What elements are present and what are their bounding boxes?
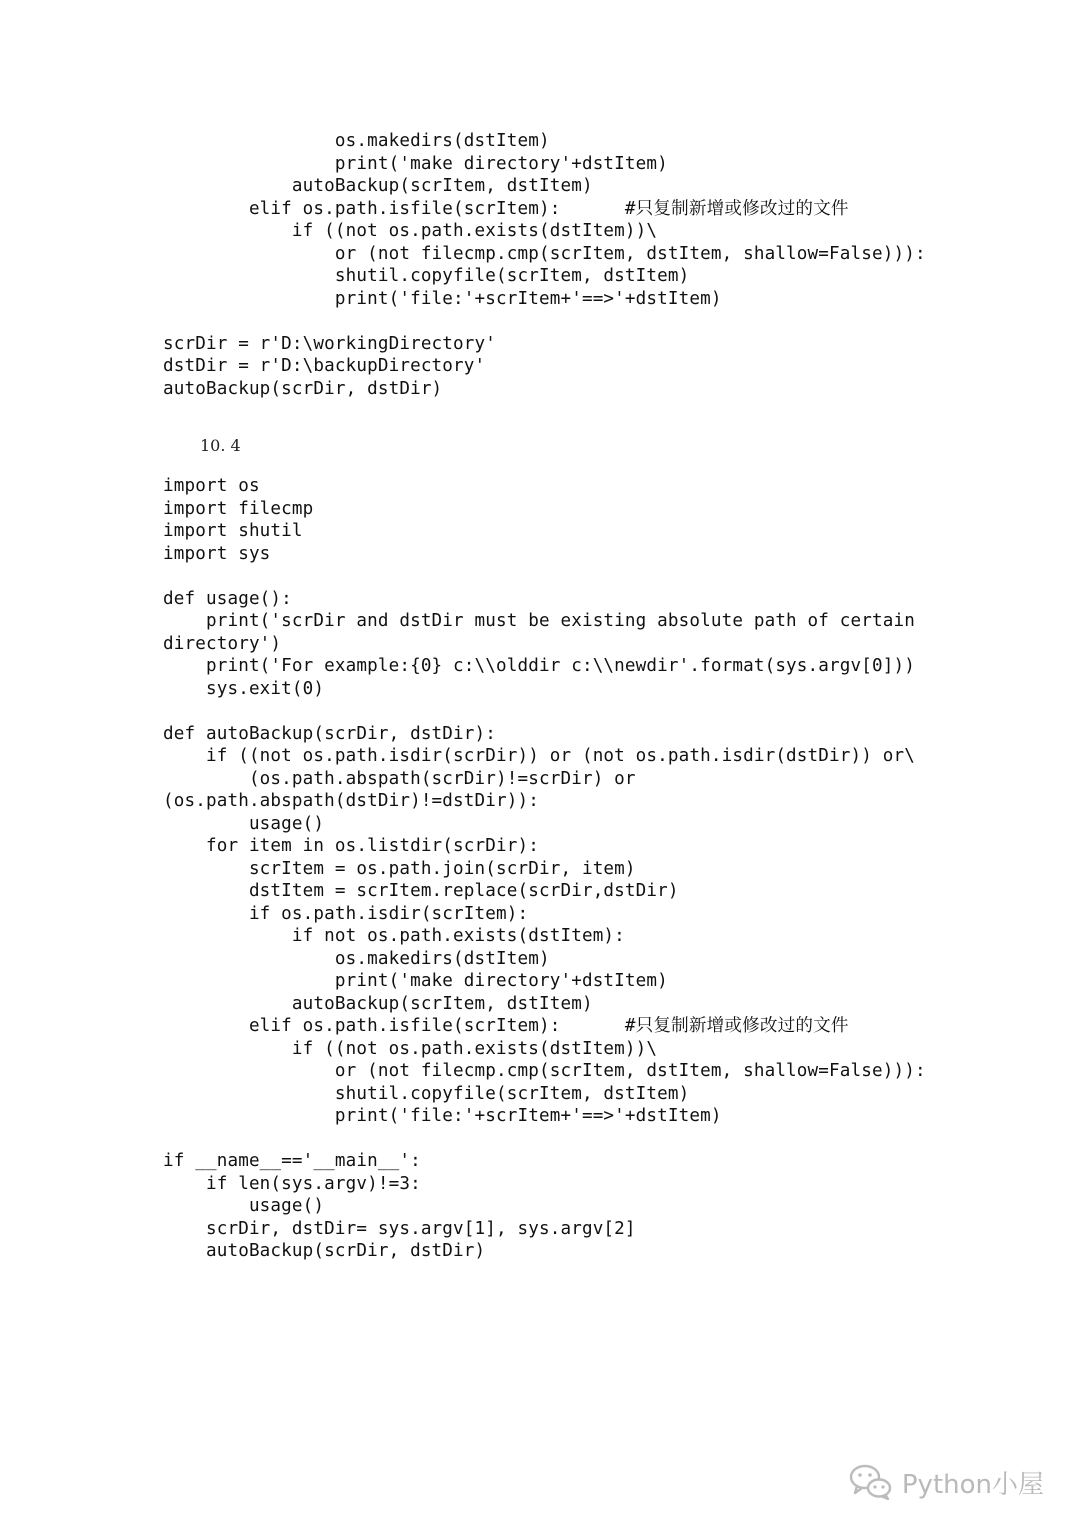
code-line: sys.exit(0) [163, 678, 325, 699]
code-line: for item in os.listdir(scrDir): [163, 836, 539, 856]
code-line: print('scrDir and dstDir must be existing absolute path of certain [163, 611, 915, 631]
code-line: shutil.copyfile(scrItem, dstItem) [163, 1083, 690, 1104]
code-line: (os.path.abspath(scrDir)!=scrDir) or [163, 768, 636, 789]
code-line: import os [163, 476, 260, 496]
code-line: if len(sys.argv)!=3: [163, 1173, 421, 1194]
code-line: (os.path.abspath(dstDir)!=dstDir)): [163, 791, 539, 811]
code-line: os.makedirs(dstItem) [163, 948, 550, 969]
wechat-icon [848, 1463, 894, 1501]
code-line [163, 700, 926, 723]
code-line [163, 310, 926, 333]
code-line: import filecmp [163, 498, 314, 519]
code-block-top [163, 130, 926, 400]
code-line: print('make directory'+dstItem) [163, 971, 668, 991]
code-line: if ((not os.path.isdir(scrDir)) or (not os.path.isdir(dstDir)) or\ [163, 746, 915, 766]
watermark [848, 1463, 1044, 1501]
watermark-text: Python小屋 [901, 1469, 1044, 1500]
section-number: 10. 4 [200, 436, 241, 455]
code-block-bottom [163, 475, 926, 1263]
code-line: def usage(): [163, 588, 292, 609]
code-line: usage() [163, 1196, 325, 1216]
code-line: scrItem = os.path.join(scrDir, item) [163, 858, 636, 879]
code-line: if __name__=='__main__': [163, 1151, 421, 1171]
code-line: scrDir = r'D:\workingDirectory' [163, 333, 497, 354]
code-line: print('file:'+scrItem+'==>'+dstItem) [163, 1106, 722, 1126]
code-line: shutil.copyfile(scrItem, dstItem) [163, 266, 690, 286]
code-line: elif os.path.isfile(scrItem): #只复制新增或修改过的文件 [163, 198, 849, 219]
code-line [163, 1128, 926, 1151]
code-line: usage() [163, 813, 325, 834]
code-line: elif os.path.isfile(scrItem): #只复制新增或修改过的文件 [163, 1016, 849, 1036]
code-line: if ((not os.path.exists(dstItem))\ [163, 1038, 658, 1059]
code-line: autoBackup(scrDir, dstDir) [163, 1241, 486, 1261]
code-line: or (not filecmp.cmp(scrItem, dstItem, shallow=False))): [163, 243, 926, 264]
code-line: if not os.path.exists(dstItem): [163, 926, 625, 946]
code-line: autoBackup(scrDir, dstDir) [163, 378, 443, 399]
code-line: os.makedirs(dstItem) [163, 131, 550, 151]
code-line: autoBackup(scrItem, dstItem) [163, 176, 593, 196]
code-line: print('make directory'+dstItem) [163, 153, 668, 174]
code-line: print('file:'+scrItem+'==>'+dstItem) [163, 288, 722, 309]
code-line: if os.path.isdir(scrItem): [163, 903, 529, 924]
code-line: dstItem = scrItem.replace(scrDir,dstDir) [163, 881, 679, 901]
code-line: import shutil [163, 521, 303, 541]
code-line: dstDir = r'D:\backupDirectory' [163, 356, 486, 376]
code-line: autoBackup(scrItem, dstItem) [163, 993, 593, 1014]
code-line: def autoBackup(scrDir, dstDir): [163, 723, 497, 744]
code-line: scrDir, dstDir= sys.argv[1], sys.argv[2] [163, 1218, 636, 1239]
code-line: or (not filecmp.cmp(scrItem, dstItem, shallow=False))): [163, 1061, 926, 1081]
code-line [163, 565, 926, 588]
code-line: directory') [163, 633, 282, 654]
code-line: if ((not os.path.exists(dstItem))\ [163, 221, 658, 241]
code-line: import sys [163, 543, 271, 564]
code-line: print('For example:{0} c:\\olddir c:\\newdir'.format(sys.argv[0])) [163, 656, 915, 676]
